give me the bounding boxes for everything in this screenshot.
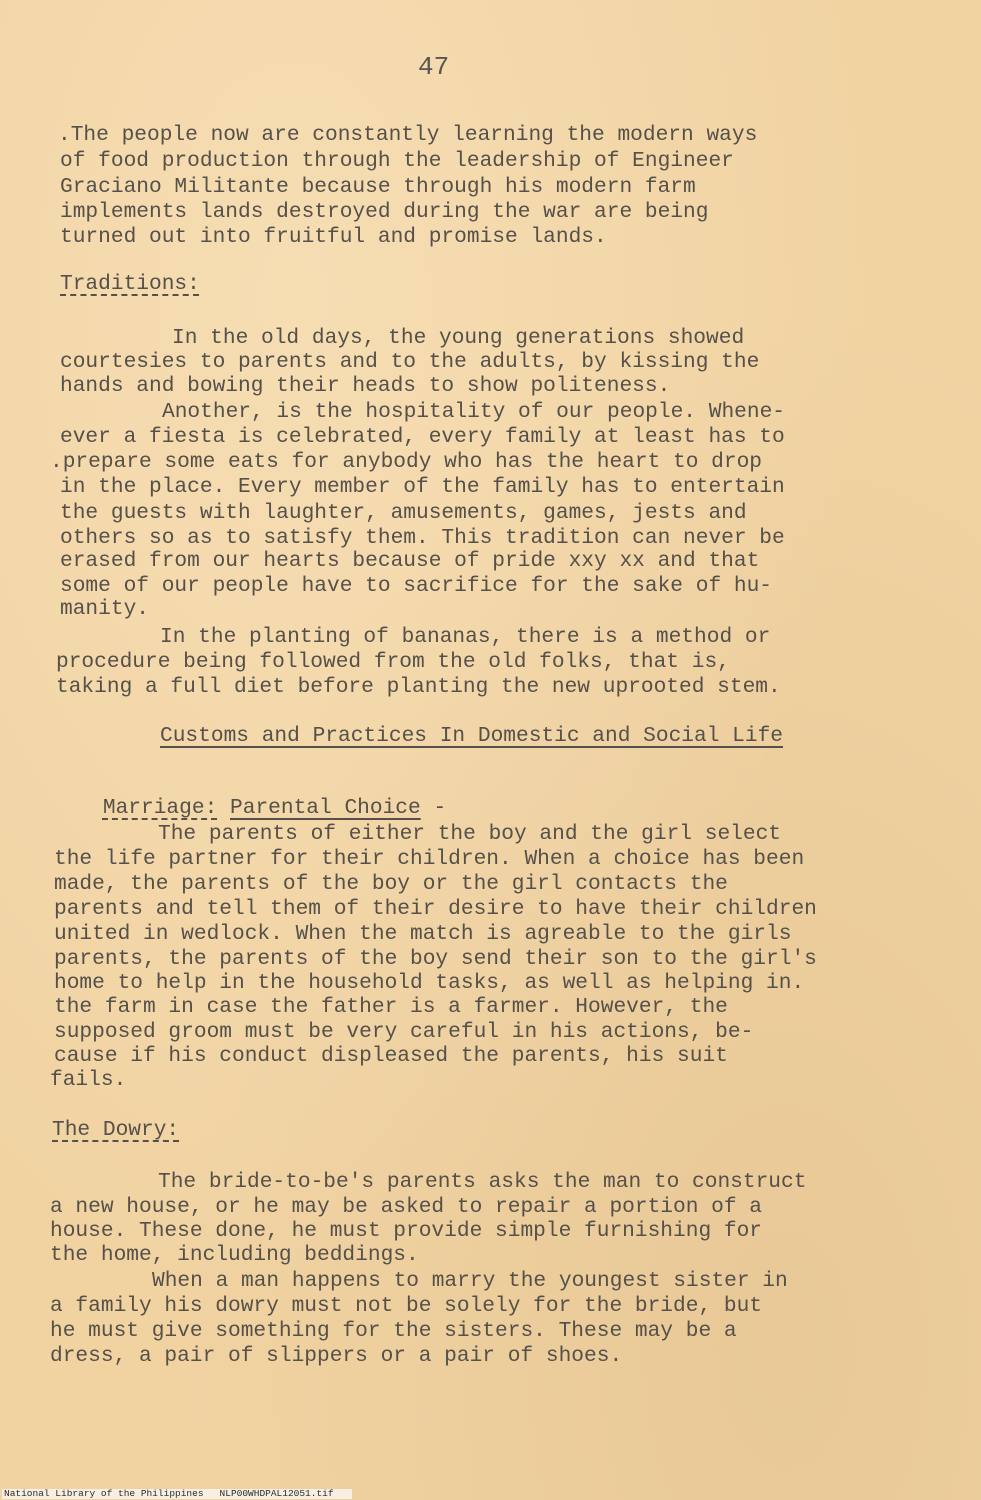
text-line: cause if his conduct displeased the parents, his suit xyxy=(54,1044,728,1068)
text-line: .prepare some eats for anybody who has the heart to drop xyxy=(50,450,763,474)
text-line: implements lands destroyed during the war are being xyxy=(60,200,709,224)
text-line: a family his dowry must not be solely for the bride, but xyxy=(50,1294,763,1318)
text-line: fails. xyxy=(50,1068,127,1092)
text-line: united in wedlock. When the match is agreable to the girls xyxy=(54,922,792,946)
text-line: taking a full diet before planting the new uprooted stem. xyxy=(56,675,781,699)
text-line: a new house, or he may be asked to repair a portion of a xyxy=(50,1195,763,1219)
text-line: parents and tell them of their desire to have their children xyxy=(54,897,817,921)
text-line: in the place. Every member of the family has to entertain xyxy=(60,475,785,499)
text-line: courtesies to parents and to the adults, by kissing the xyxy=(60,350,760,374)
text-line: made, the parents of the boy or the girl contacts the xyxy=(54,872,728,896)
section-heading-customs: Customs and Practices In Domestic and Social Life xyxy=(160,724,784,748)
scan-footer xyxy=(2,1489,352,1499)
footer-filename: NLP00WHDPAL12051.tif xyxy=(219,1488,334,1499)
text-line: In the old days, the young generations showed xyxy=(172,326,745,350)
text-line: procedure being followed from the old folks, that is, xyxy=(56,650,730,674)
text-line: ever a fiesta is celebrated, every family at least has to xyxy=(60,425,785,449)
marriage-heading-label: Marriage: xyxy=(102,796,218,820)
text-line: Another, is the hospitality of our people. Whene- xyxy=(162,400,786,424)
text-line: of food production through the leadership of Engineer xyxy=(60,149,734,173)
text-line: house. These done, he must provide simple furnishing for xyxy=(50,1219,763,1243)
footer-library: National Library of the Philippines xyxy=(4,1488,204,1499)
text-line: erased from our hearts because of pride xxy xx and that xyxy=(60,549,760,573)
text-line: the life partner for their children. When a choice has been xyxy=(54,847,805,871)
text-line: he must give something for the sisters. These may be a xyxy=(50,1319,737,1343)
text-line: The bride-to-be's parents asks the man to construct xyxy=(158,1170,807,1194)
section-heading-dowry: The Dowry: xyxy=(52,1118,180,1142)
text-line: supposed groom must be very careful in his actions, be- xyxy=(54,1020,754,1044)
text-line: dress, a pair of slippers or a pair of shoes. xyxy=(50,1344,623,1368)
text-line: In the planting of bananas, there is a method or xyxy=(160,625,771,649)
text-line: hands and bowing their heads to show politeness. xyxy=(60,374,671,398)
text-line: turned out into fruitful and promise lands. xyxy=(60,225,607,249)
text-line: When a man happens to marry the youngest sister in xyxy=(152,1269,788,1293)
text-line: .The people now are constantly learning the modern ways xyxy=(58,123,758,147)
text-line: home to help in the household tasks, as well as helping in. xyxy=(54,971,805,995)
text-line: manity. xyxy=(60,597,150,621)
text-line: the guests with laughter, amusements, games, jests and xyxy=(60,501,747,525)
text-line: The parents of either the boy and the girl select xyxy=(158,822,782,846)
text-line: the home, including beddings. xyxy=(50,1243,419,1267)
heading-dash: - xyxy=(433,796,447,820)
text-line: Graciano Militante because through his modern farm xyxy=(60,175,696,199)
parental-choice-heading: Parental Choice xyxy=(230,796,421,820)
section-heading-traditions: Traditions: xyxy=(60,272,200,296)
text-line: the farm in case the father is a farmer. However, the xyxy=(54,995,728,1019)
text-line: some of our people have to sacrifice for the sake of hu- xyxy=(60,574,773,598)
text-line: parents, the parents of the boy send their son to the girl's xyxy=(54,947,817,971)
text-line: others so as to satisfy them. This tradition can never be xyxy=(60,526,785,550)
page-number: 47 xyxy=(418,52,450,82)
